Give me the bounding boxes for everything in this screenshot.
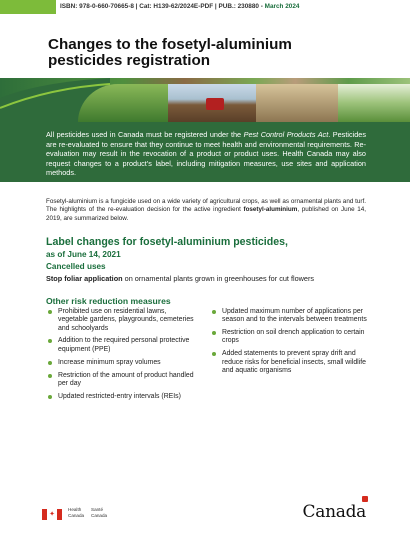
cancelled-uses-text: Stop foliar application on ornamental plants grown in greenhouses for cut flowers	[46, 274, 315, 283]
publication-date: March 2024	[264, 3, 300, 10]
label-changes-heading: Label changes for fosetyl-aluminium pesticides, as of June 14, 2021	[46, 236, 288, 259]
page-title: Changes to the fosetyl-aluminium pesticides registration	[48, 36, 292, 69]
wordmark-flag-icon	[362, 496, 368, 502]
bullet-icon	[48, 395, 52, 399]
list-item: Increase minimum spray volumes	[46, 359, 196, 367]
farmer-photo	[256, 84, 338, 122]
cancelled-uses-heading: Cancelled uses	[46, 262, 106, 271]
list-item: Updated restricted-entry intervals (REIs)	[46, 393, 196, 401]
list-item: Prohibited use on residential lawns, vegetable gardens, playgrounds, cemeteries and schoolyards	[46, 308, 196, 333]
publication-info: ISBN: 978-0-660-70665-8 | Cat: H139-62/2024E-PDF | PUB.: 230880 - March 2024	[60, 3, 300, 10]
bullet-icon	[48, 374, 52, 378]
orchard-photo	[338, 84, 410, 122]
top-accent-bar	[0, 0, 56, 14]
bullet-icon	[212, 331, 216, 335]
photo-banner	[0, 78, 410, 122]
bullet-icon	[48, 339, 52, 343]
bullet-icon	[48, 361, 52, 365]
maple-leaf-icon: ✦	[49, 511, 55, 518]
list-item: Updated maximum number of applications per season and to the intervals between treatments	[210, 308, 370, 325]
list-item: Restriction of the amount of product handled per day	[46, 372, 196, 389]
intro-panel	[0, 122, 410, 182]
bullet-icon	[212, 352, 216, 356]
canada-flag-icon	[42, 509, 62, 520]
top-bar	[0, 0, 410, 26]
list-item: Addition to the required personal protective equipment (PPE)	[46, 337, 196, 354]
bullet-icon	[48, 310, 52, 314]
measures-list-right	[210, 308, 370, 380]
list-item: Added statements to prevent spray drift and reduce risks for beneficial insects, small wildlife and aquatic organisms	[210, 350, 370, 375]
list-item: Restriction on soil drench application to certain crops	[210, 329, 370, 346]
department-name-en: Health Canada	[68, 507, 85, 518]
intro-panel-text: All pesticides used in Canada must be registered under the Pest Control Products Act. Pesticides are re-evaluated to ensure that they continue to meet health and environmental requirements. Re-evaluation may result in the revocation of a product or product uses. Health Canada may also request changes to a product's label, including mitigation measures, use sites and application methods.	[46, 130, 367, 178]
other-measures-heading: Other risk reduction measures	[46, 296, 171, 306]
summary-paragraph: Fosetyl-aluminium is a fungicide used on a wide variety of agricultural crops, as well as ornamental plants and turf. The highlights of the re-evaluation decision for the active ingredient fosetyl-aluminium, published on June 14, 2019, are summarized below.	[46, 198, 366, 222]
canada-wordmark: Canada	[303, 502, 366, 522]
measures-list-left	[46, 308, 196, 406]
department-name-fr: Santé Canada	[91, 507, 108, 518]
tractor-icon	[206, 98, 224, 110]
bullet-icon	[212, 310, 216, 314]
